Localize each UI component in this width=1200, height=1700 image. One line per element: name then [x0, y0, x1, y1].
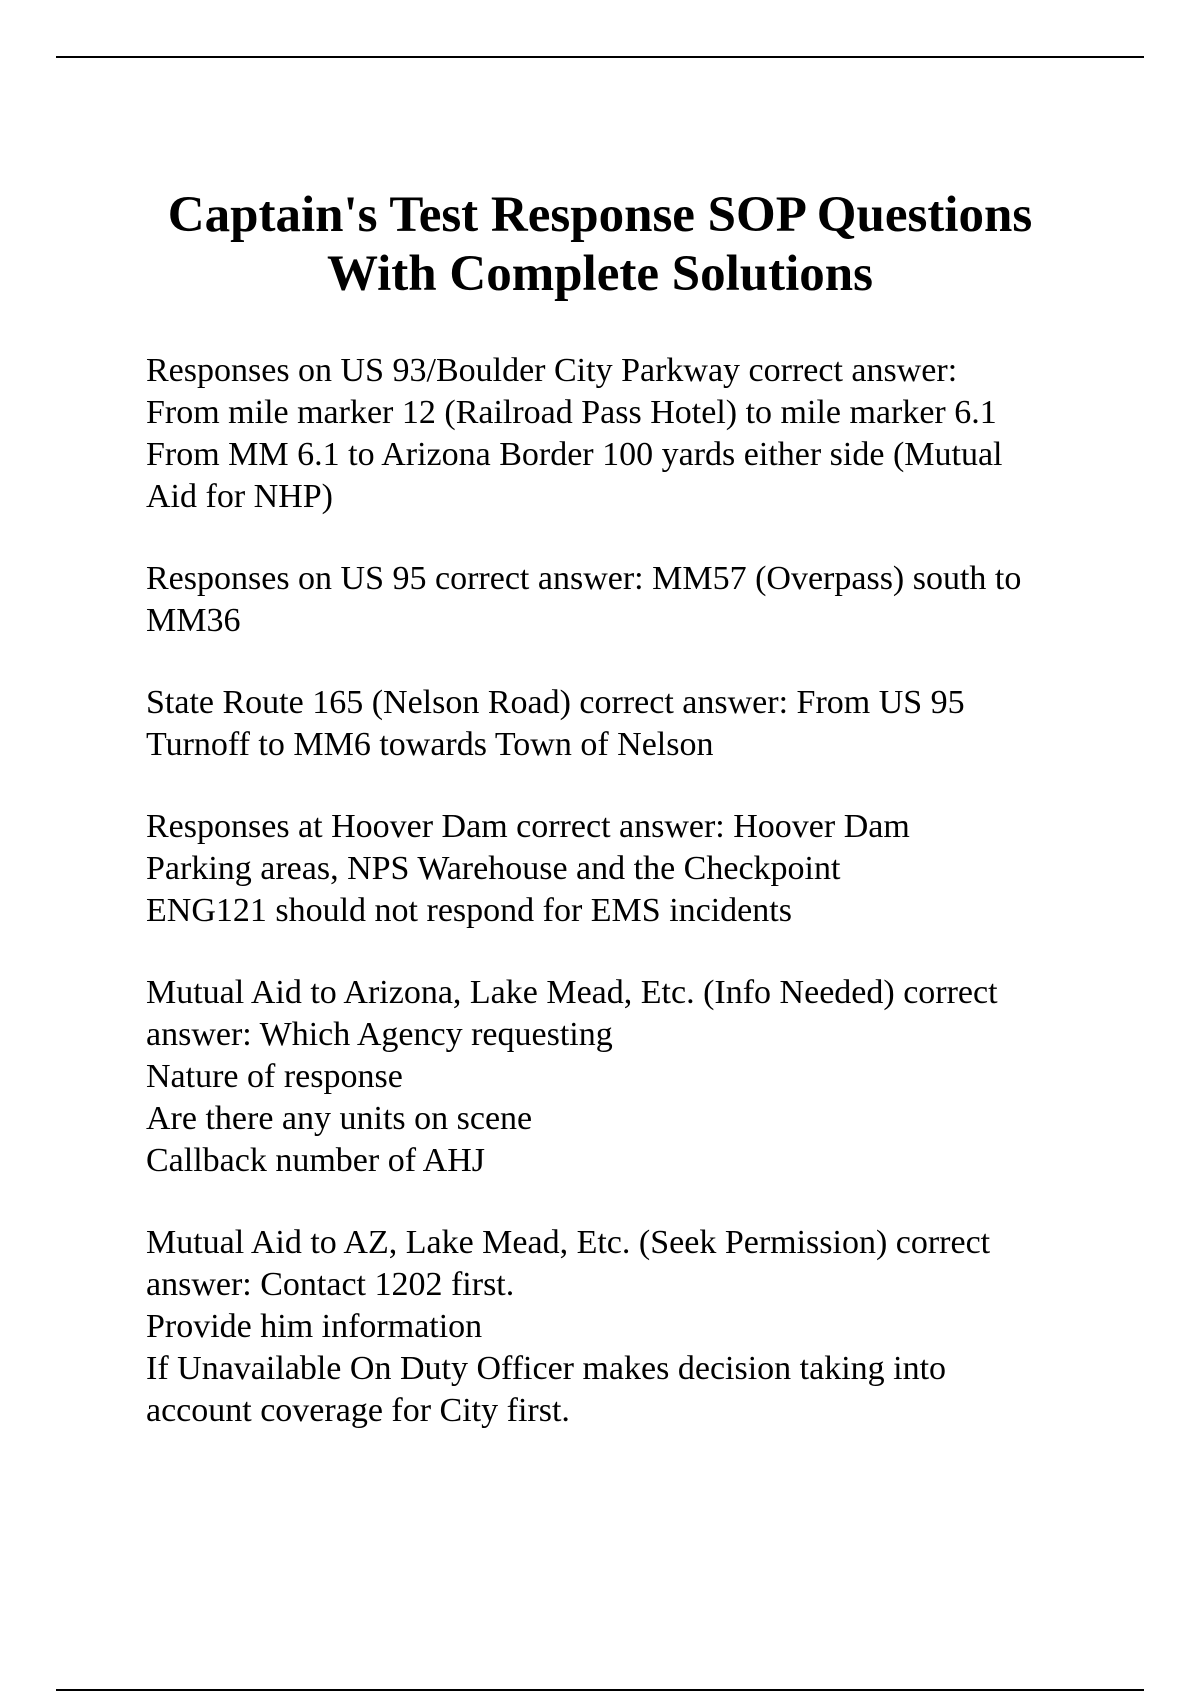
qa-item-sr165: [146, 682, 1146, 766]
qa-line: account coverage for City first.: [146, 1392, 570, 1429]
qa-line: If Unavailable On Duty Officer makes decision taking into: [146, 1350, 947, 1387]
document-body: [146, 350, 1146, 1472]
qa-item-mutual-aid-info: [146, 972, 1146, 1182]
qa-line: Responses on US 93/Boulder City Parkway correct answer:: [146, 352, 958, 389]
title-line: Captain's Test Response SOP Questions: [167, 187, 1033, 243]
qa-line: Turnoff to MM6 towards Town of Nelson: [146, 726, 714, 763]
qa-line: Responses at Hoover Dam correct answer: Hoover Dam: [146, 808, 910, 845]
document-title: [60, 186, 1140, 304]
qa-line: Responses on US 95 correct answer: MM57 (Overpass) south to: [146, 560, 1022, 597]
qa-line: MM36: [146, 602, 241, 639]
qa-line: Aid for NHP): [146, 478, 333, 515]
qa-line: Nature of response: [146, 1058, 403, 1095]
qa-line: answer: Which Agency requesting: [146, 1016, 613, 1053]
qa-item-hoover-dam: [146, 806, 1146, 932]
qa-line: State Route 165 (Nelson Road) correct answer: From US 95: [146, 684, 965, 721]
qa-line: answer: Contact 1202 first.: [146, 1266, 515, 1303]
qa-line: ENG121 should not respond for EMS incidents: [146, 892, 792, 929]
qa-line: Are there any units on scene: [146, 1100, 533, 1137]
title-line: With Complete Solutions: [327, 246, 873, 302]
qa-line: Callback number of AHJ: [146, 1142, 485, 1179]
qa-line: From mile marker 12 (Railroad Pass Hotel) to mile marker 6.1: [146, 394, 997, 431]
qa-item-us93: [146, 350, 1146, 518]
bottom-rule: [56, 1689, 1144, 1691]
qa-line: Mutual Aid to AZ, Lake Mead, Etc. (Seek Permission) correct: [146, 1224, 991, 1261]
qa-item-us95: [146, 558, 1146, 642]
qa-line: Mutual Aid to Arizona, Lake Mead, Etc. (Info Needed) correct: [146, 974, 998, 1011]
top-rule: [56, 56, 1144, 58]
qa-item-mutual-aid-permission: [146, 1222, 1146, 1432]
qa-line: Provide him information: [146, 1308, 483, 1345]
qa-line: From MM 6.1 to Arizona Border 100 yards either side (Mutual: [146, 436, 1003, 473]
qa-line: Parking areas, NPS Warehouse and the Checkpoint: [146, 850, 841, 887]
